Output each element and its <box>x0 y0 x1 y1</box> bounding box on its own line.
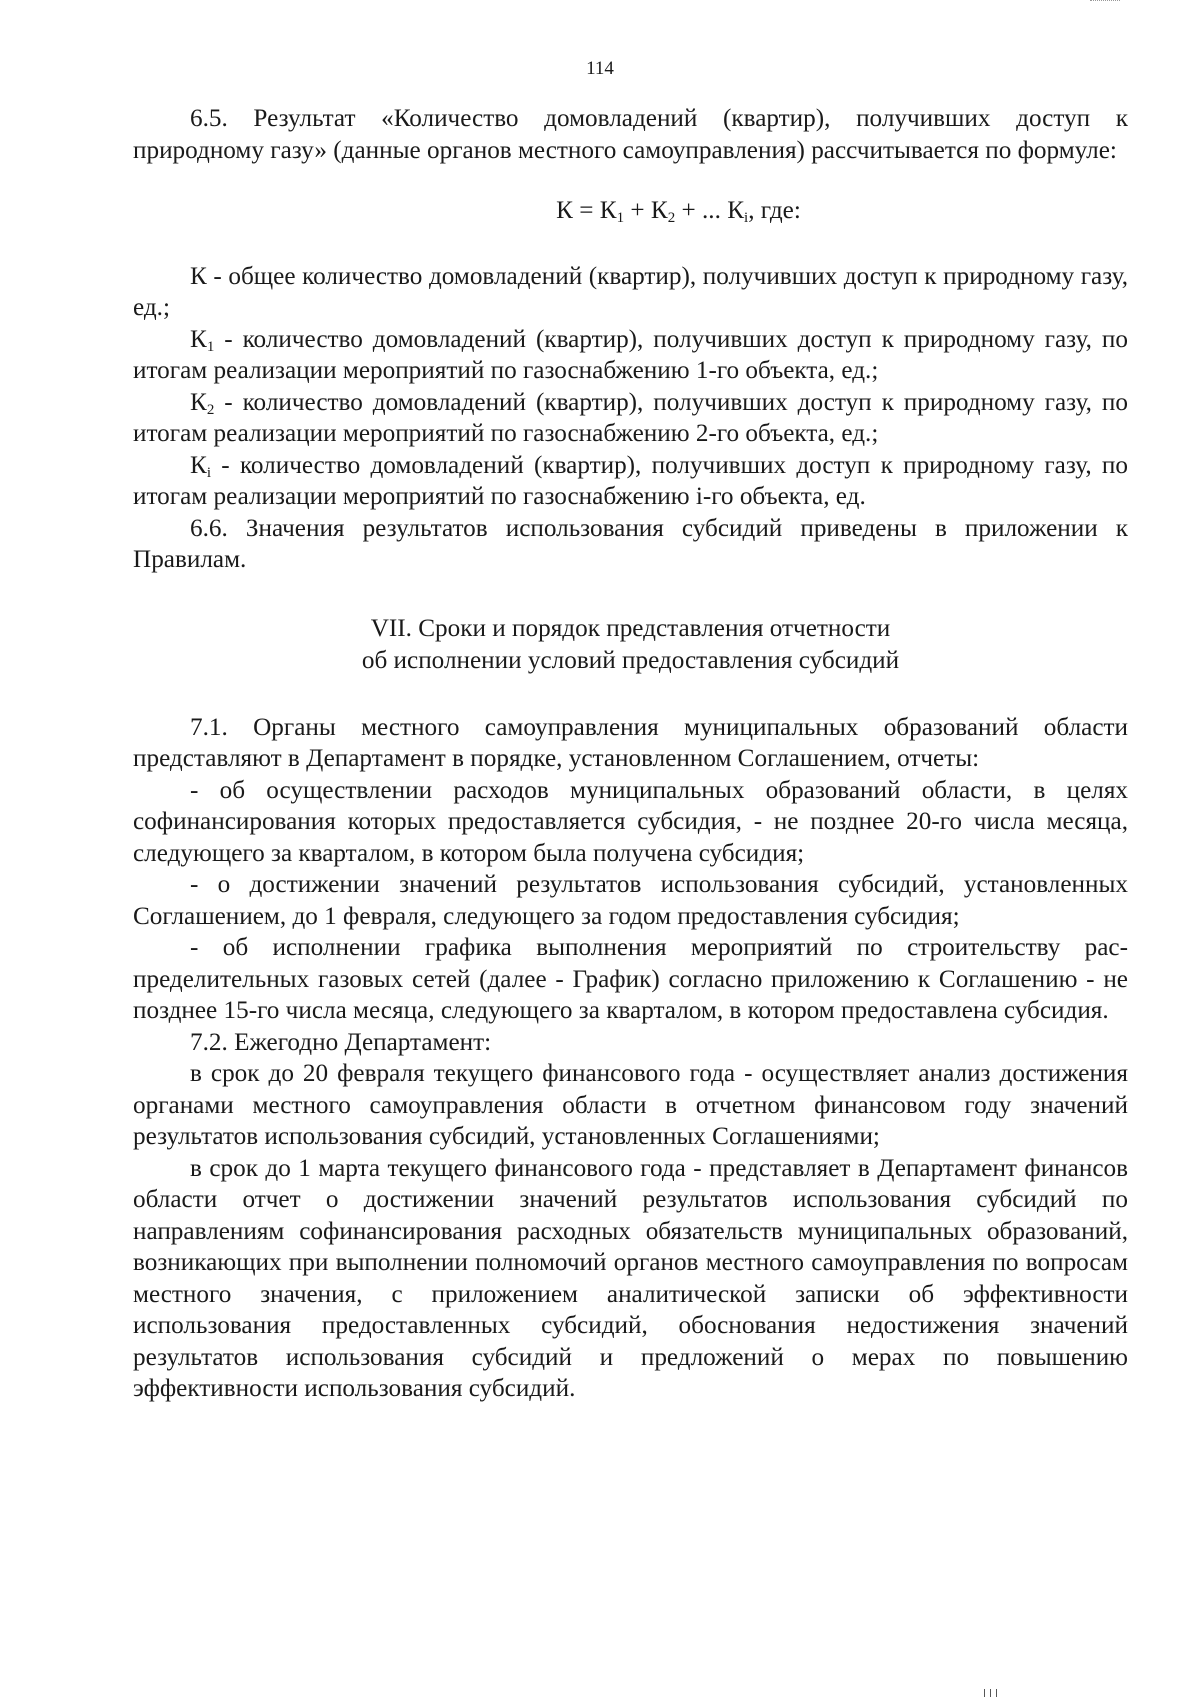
paragraph-7-1-item-3: - об исполнении графика выполнения мероприятий по строительству распределительных газовых сетей (далее - График) согласно приложению к Соглашению - не позднее 15-го числа месяца, следующего за кварталом, в котором предоставлена субсидия. <box>133 934 1128 1024</box>
definition-ki-subscript: i <box>206 464 211 481</box>
definition-k2-subscript: 2 <box>206 401 215 418</box>
paragraph-7-2-item-2: в срок до 1 марта текущего финансового года - представляет в Департамент финансов области отчет о достижении значений результатов использования субсидий по направлениям софинансирования расходных обязательств муниципальных образований, возникающих при выполнении полномочий органов местного самоуправления по вопросам местного значения, с приложением аналитической записки об эффективности использования предоставленных субсидий, обоснования недостижения значений результатов использования субсидий и предложений о мерах по повышению эффективности использования субсидий. <box>133 1154 1128 1402</box>
document-body <box>133 103 1128 1405</box>
definition-k1 <box>133 324 1128 387</box>
formula-tail: , где: <box>748 197 801 224</box>
section-7-heading-line-2: об исполнении условий предоставления субсидий <box>361 646 900 674</box>
formula-k2-subscript: 2 <box>667 210 676 226</box>
definition-ki-text: - количество домовладений (квартир), получивших доступ к природному газу, по итогам реализации мероприятий по газоснабжению i-го объекта, ед. <box>133 451 1128 510</box>
scan-mark <box>984 1689 985 1697</box>
formula-k1: К <box>599 197 617 224</box>
formula <box>229 195 1128 227</box>
paragraph-7-1-item-2: - о достижении значений результатов использования субсидий, установленных Соглашением, до 1 февраля, следующего за годом предоставления субсидия; <box>133 871 1128 930</box>
section-7-heading-line-1: VII. Сроки и порядок представления отчетности <box>370 614 891 642</box>
definition-ki-symbol: К <box>190 451 207 479</box>
paragraph-7-1: 7.1. Органы местного самоуправления муниципальных образований области представляют в Департамент в порядке, установленном Соглашением, отчеты: <box>133 713 1128 772</box>
paragraph-6-6: 6.6. Значения результатов использования субсидий приведены в приложении к Правилам. <box>133 514 1128 573</box>
paragraph-7-2: 7.2. Ежегодно Департамент: <box>190 1028 492 1056</box>
scan-mark <box>996 1689 997 1697</box>
formula-k: К <box>556 197 573 224</box>
definition-k2-symbol: К <box>190 388 207 416</box>
formula-equals: = <box>572 197 600 224</box>
paragraph-6-5: 6.5. Результат «Количество домовладений (квартир), получивших доступ к природному газу» (данные органов местного самоуправления) рассчитывается по формуле: <box>133 105 1128 164</box>
definition-k1-symbol: К <box>190 325 207 353</box>
section-7-heading <box>133 613 1128 677</box>
page-number: 114 <box>586 58 614 79</box>
formula-plus-1: + <box>624 197 651 224</box>
definition-k2-text: - количество домовладений (квартир), получивших доступ к природному газу, по итогам реализации мероприятий по газоснабжению 2-го объекта, ед.; <box>133 388 1128 447</box>
scan-mark <box>990 1689 991 1697</box>
definition-k1-text: - количество домовладений (квартир), получивших доступ к природному газу, по итогам реализации мероприятий по газоснабжению 1-го объекта, ед.; <box>133 325 1128 384</box>
definition-k2 <box>133 387 1128 450</box>
formula-ki-subscript: i <box>744 210 749 226</box>
scan-corner-mark <box>1090 0 1120 3</box>
formula-plus-2: + ... <box>675 197 728 224</box>
formula-k1-subscript: 1 <box>616 210 625 226</box>
paragraph-7-1-item-1: - об осуществлении расходов муниципальных образований области, в целях софинансирования которых предоставляется субсидия, - не позднее 20-го числа месяца, следующего за кварталом, в котором была получена субсидия; <box>133 776 1128 867</box>
formula-ki: К <box>727 197 745 224</box>
definition-k: К - общее количество домовладений (квартир), получивших доступ к природному газу, ед.; <box>133 262 1128 321</box>
definition-ki <box>133 450 1128 513</box>
formula-k2: К <box>650 197 668 224</box>
paragraph-7-2-item-1: в срок до 20 февраля текущего финансового года - осуществляет анализ достижения органами местного самоуправления области в отчетном финансовом году значений результатов использования субсидий, установленных Соглашениями; <box>133 1060 1128 1150</box>
definition-k1-subscript: 1 <box>206 338 215 355</box>
scan-edge-marks <box>984 1687 1004 1697</box>
